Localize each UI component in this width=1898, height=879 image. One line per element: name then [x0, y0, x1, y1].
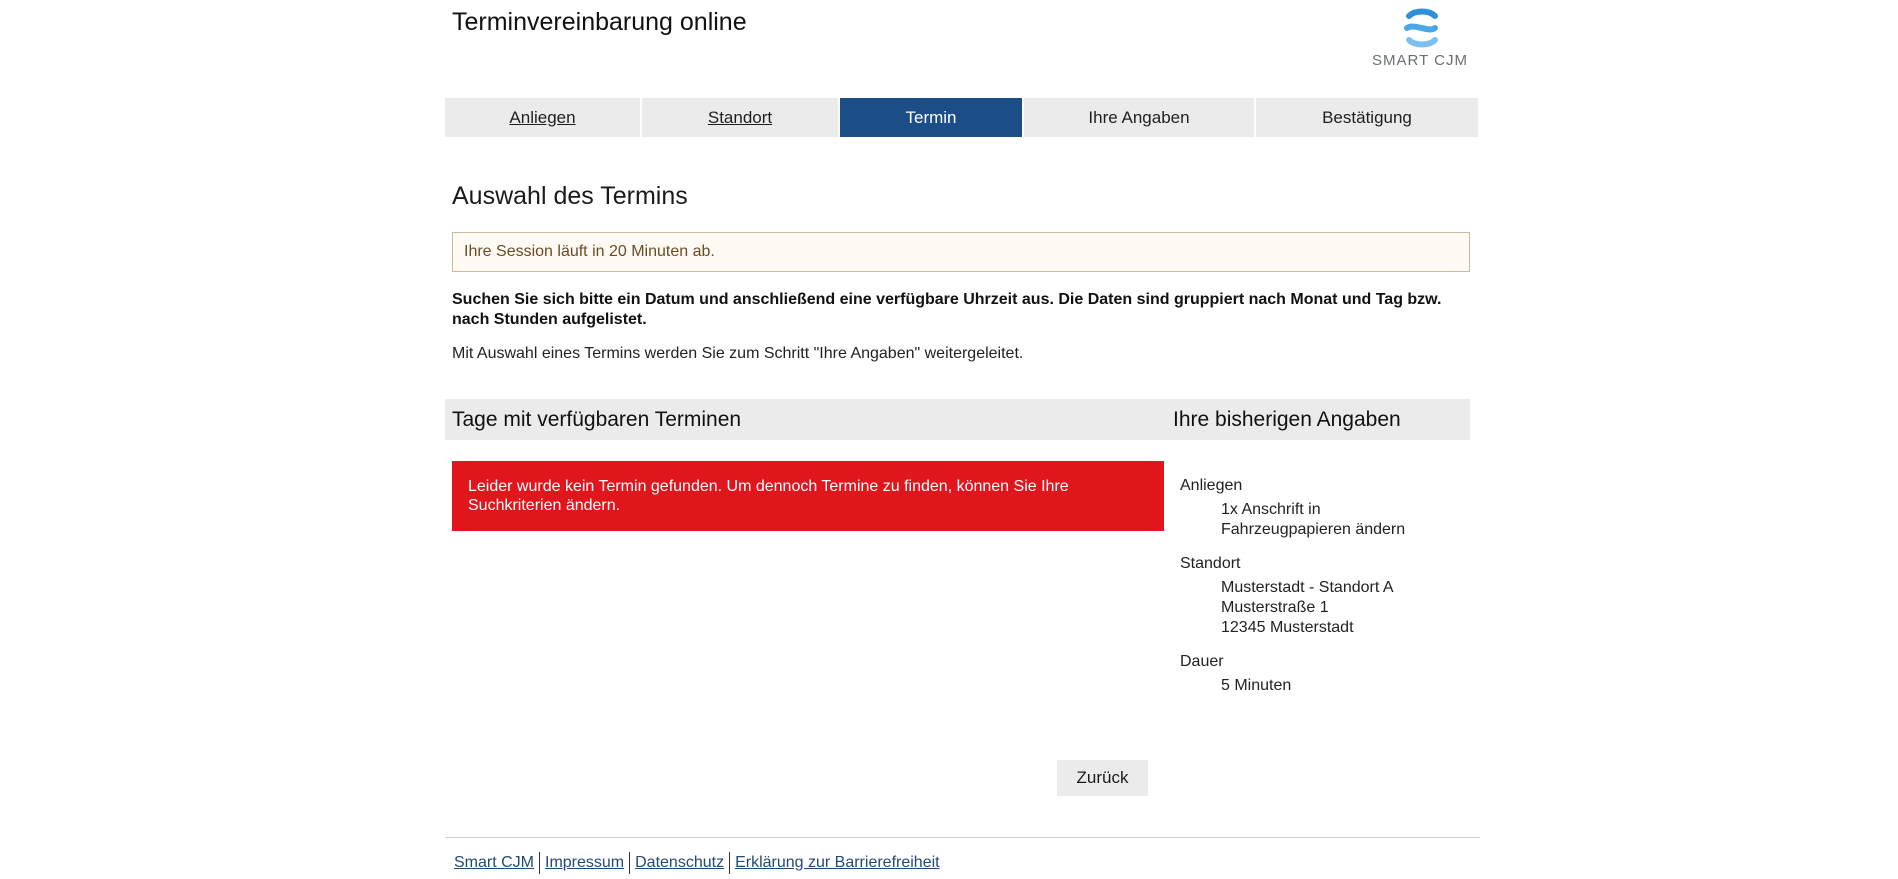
summary-concern-line: Fahrzeugpapieren ändern — [1221, 521, 1406, 538]
summary-location-line: Musterstraße 1 — [1221, 599, 1329, 616]
summary-concern-line: 1x Anschrift in — [1221, 501, 1321, 518]
summary-heading: Ihre bisherigen Angaben — [1167, 399, 1470, 440]
footer-link-barrierefreiheit[interactable]: Erklärung zur Barrierefreiheit — [735, 854, 940, 871]
app-title: Terminvereinbarung online — [452, 8, 747, 36]
footer-separator — [629, 852, 630, 874]
footer-link-impressum[interactable]: Impressum — [545, 854, 625, 871]
footer-divider — [445, 837, 1480, 838]
summary-concern-label: Anliegen — [1180, 477, 1243, 494]
footer-links — [454, 852, 945, 874]
page-heading: Auswahl des Termins — [452, 182, 688, 210]
summary-duration-value: 5 Minuten — [1221, 677, 1292, 694]
summary-concern-value — [1180, 500, 1470, 540]
footer-link-datenschutz[interactable]: Datenschutz — [635, 854, 725, 871]
footer-separator — [539, 852, 540, 874]
available-days-heading: Tage mit verfügbaren Terminen — [445, 399, 1167, 440]
step-label: Termin — [905, 107, 957, 127]
step-bestaetigung — [1256, 98, 1478, 137]
step-standort[interactable] — [642, 98, 838, 137]
instruction-bold: Suchen Sie sich bitte ein Datum und anschließend eine verfügbare Uhrzeit aus. Die Daten sind gruppiert nach Monat und Tag bzw. nach Stunden aufgelistet. — [452, 291, 1442, 328]
summary-location-line: Musterstadt - Standort A — [1221, 579, 1394, 596]
instruction-text: Mit Auswahl eines Termins werden Sie zum Schritt "Ihre Angaben" weitergeleitet. — [452, 345, 1024, 362]
step-label: Bestätigung — [1322, 107, 1412, 127]
session-notice: Ihre Session läuft in 20 Minuten ab. — [452, 232, 1470, 272]
summary-concern — [1180, 476, 1470, 540]
progress-steps — [445, 98, 1480, 137]
smart-cjm-logo — [1365, 8, 1475, 70]
logo-mark-icon — [1403, 8, 1439, 48]
footer-link-smart-cjm[interactable]: Smart CJM — [454, 854, 534, 871]
page — [445, 0, 1480, 879]
summary-duration-label: Dauer — [1180, 653, 1224, 670]
step-termin — [840, 98, 1022, 137]
summary-duration — [1180, 652, 1470, 696]
back-button[interactable]: Zurück — [1057, 760, 1148, 796]
step-ihre-angaben — [1024, 98, 1254, 137]
summary-location-label: Standort — [1180, 555, 1241, 572]
no-appointment-error: Leider wurde kein Termin gefunden. Um dennoch Termine zu finden, können Sie Ihre Suchkriterien ändern. — [452, 461, 1164, 531]
footer-separator — [729, 852, 730, 874]
step-label: Anliegen — [509, 107, 576, 127]
summary-location — [1180, 554, 1470, 638]
step-label: Standort — [707, 107, 773, 127]
step-label: Ihre Angaben — [1088, 107, 1190, 127]
logo-text: SMART CJM — [1372, 52, 1468, 69]
summary-location-value — [1180, 578, 1470, 638]
summary-panel — [1180, 476, 1470, 710]
summary-location-line: 12345 Musterstadt — [1221, 619, 1354, 636]
step-anliegen[interactable] — [445, 98, 640, 137]
